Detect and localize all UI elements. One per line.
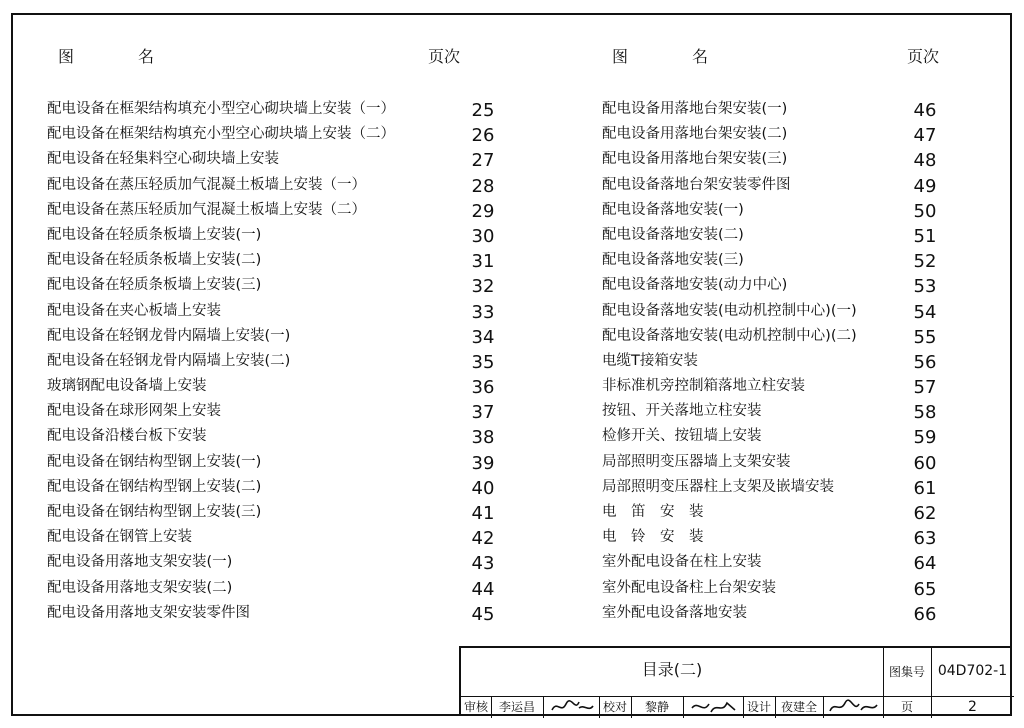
page-label: 页 [900, 700, 913, 714]
page-number: 38 [471, 427, 495, 449]
page-number: 41 [471, 503, 495, 524]
check-signature [689, 698, 739, 716]
page-number: 48 [913, 150, 937, 172]
page-number: 64 [913, 553, 937, 575]
drawing-name: 非标准机旁控制箱落地立柱安装 [602, 378, 805, 395]
drawing-name: 配电设备用落地台架安装(一) [602, 101, 788, 117]
page-number: 60 [913, 452, 937, 474]
check-label: 校对 [602, 700, 627, 714]
drawing-name: 配电设备在钢结构型钢上安装(一) [47, 453, 262, 470]
atlas-no: 04D702-1 [937, 663, 1008, 679]
drawing-name: 配电设备落地安装(电动机控制中心)(一) [602, 302, 857, 319]
page-number: 35 [471, 351, 495, 373]
left-name-header: 图 名 [58, 47, 155, 66]
drawing-name: 配电设备在轻质条板墙上安装(三) [47, 277, 262, 294]
right-page-header: 页次 [907, 47, 940, 66]
drawing-name: 室外配电设备柱上台架安装 [602, 579, 776, 596]
drawing-name: 配电设备在框架结构填充小型空心砌块墙上安装（二） [47, 126, 395, 143]
drawing-name: 电 笛 安 装 [602, 504, 704, 520]
page-number: 47 [913, 125, 937, 147]
drawing-name: 局部照明变压器墙上支架安装 [602, 453, 791, 470]
page-number: 43 [471, 553, 495, 575]
design-name: 夜建全 [780, 700, 817, 714]
page-number: 57 [913, 377, 937, 399]
drawing-name: 配电设备落地安装(电动机控制中心)(二) [602, 327, 857, 344]
drawing-name: 配电设备用落地支架安装(二) [47, 579, 233, 596]
drawing-name: 室外配电设备在柱上安装 [602, 554, 762, 571]
drawing-name: 电 铃 安 装 [602, 529, 704, 546]
page-number: 65 [913, 578, 937, 600]
page-number: 31 [471, 251, 495, 273]
drawing-name: 配电设备沿楼台板下安装 [47, 428, 207, 445]
drawing-name: 配电设备落地安装(一) [602, 201, 744, 218]
drawing-name: 配电设备在球形网架上安装 [47, 403, 221, 420]
drawing-name: 配电设备在夹心板墙上安装 [47, 302, 221, 319]
drawing-name: 配电设备在蒸压轻质加气混凝土板墙上安装（二） [47, 201, 366, 218]
title-block [459, 646, 1012, 716]
drawing-name: 配电设备用落地台架安装(二) [602, 126, 788, 143]
page-number: 58 [913, 402, 937, 424]
page-number: 30 [471, 225, 495, 247]
check-name: 黎静 [644, 700, 669, 714]
page-number: 63 [913, 528, 937, 550]
drawing-name: 配电设备在钢结构型钢上安装(二) [47, 478, 262, 495]
page-number: 40 [471, 477, 495, 499]
page-number: 55 [913, 326, 937, 348]
drawing-name: 电缆T接箱安装 [602, 352, 698, 369]
drawing-name: 按钮、开关落地立柱安装 [602, 403, 762, 420]
page-number: 34 [471, 326, 495, 348]
design-label: 设计 [746, 700, 771, 714]
drawing-name: 配电设备在框架结构填充小型空心砌块墙上安装（一） [47, 101, 395, 117]
drawing-name: 配电设备用落地台架安装(三) [602, 151, 788, 168]
page-number: 61 [913, 477, 937, 499]
page-number: 51 [913, 225, 937, 247]
drawing-name: 配电设备落地安装(动力中心) [602, 277, 788, 294]
drawing-title: 目录(二) [641, 660, 703, 679]
page-number: 59 [913, 427, 937, 449]
design-signature [827, 698, 879, 716]
drawing-name: 配电设备用落地支架安装(一) [47, 554, 233, 571]
page-number: 42 [471, 528, 495, 550]
page-number: 62 [913, 503, 937, 524]
drawing-name: 玻璃钢配电设备墙上安装 [47, 378, 207, 395]
page-no: 2 [968, 699, 977, 715]
page-number: 36 [471, 377, 495, 399]
review-signature [549, 698, 595, 716]
page-number: 27 [471, 150, 495, 172]
page-number: 33 [471, 301, 495, 323]
drawing-name: 检修开关、按钮墙上安装 [602, 428, 762, 445]
page-number: 50 [913, 200, 937, 222]
drawing-name: 配电设备落地安装(三) [602, 252, 744, 269]
drawing-name: 配电设备在轻质条板墙上安装(一) [47, 226, 262, 243]
page-number: 49 [913, 175, 937, 197]
page-number: 29 [471, 200, 495, 222]
page-number: 66 [913, 603, 937, 625]
page-number: 26 [471, 125, 495, 147]
review-name: 李运昌 [498, 700, 535, 714]
page-number: 54 [913, 301, 937, 323]
left-page-header: 页次 [428, 47, 461, 66]
drawing-name: 配电设备在钢管上安装 [47, 529, 192, 546]
page-number: 44 [471, 578, 495, 600]
page-number: 56 [913, 351, 937, 373]
atlas-no-label: 图集号 [888, 665, 925, 679]
page-number: 39 [471, 452, 495, 474]
drawing-name: 配电设备在轻钢龙骨内隔墙上安装(一) [47, 327, 291, 344]
drawing-name: 室外配电设备落地安装 [602, 604, 747, 621]
drawing-name: 配电设备在轻质条板墙上安装(二) [47, 252, 262, 269]
drawing-name: 配电设备在钢结构型钢上安装(三) [47, 504, 262, 520]
page-number: 52 [913, 251, 937, 273]
drawing-name: 配电设备在轻集料空心砌块墙上安装 [47, 151, 279, 168]
page-number: 46 [913, 100, 937, 121]
page-number: 37 [471, 402, 495, 424]
page-number: 32 [471, 276, 495, 298]
drawing-name: 局部照明变压器柱上支架及嵌墙安装 [602, 478, 834, 495]
drawing-name: 配电设备落地安装(二) [602, 226, 744, 243]
page-number: 28 [471, 175, 495, 197]
drawing-name: 配电设备在轻钢龙骨内隔墙上安装(二) [47, 352, 291, 369]
page-number: 53 [913, 276, 937, 298]
drawing-name: 配电设备落地台架安装零件图 [602, 176, 791, 193]
page-number: 45 [471, 603, 495, 625]
drawing-name: 配电设备在蒸压轻质加气混凝土板墙上安装（一） [47, 176, 366, 193]
drawing-name: 配电设备用落地支架安装零件图 [47, 604, 250, 621]
right-name-header: 图 名 [612, 47, 709, 66]
page-number: 25 [471, 100, 495, 121]
review-label: 审核 [463, 700, 488, 714]
